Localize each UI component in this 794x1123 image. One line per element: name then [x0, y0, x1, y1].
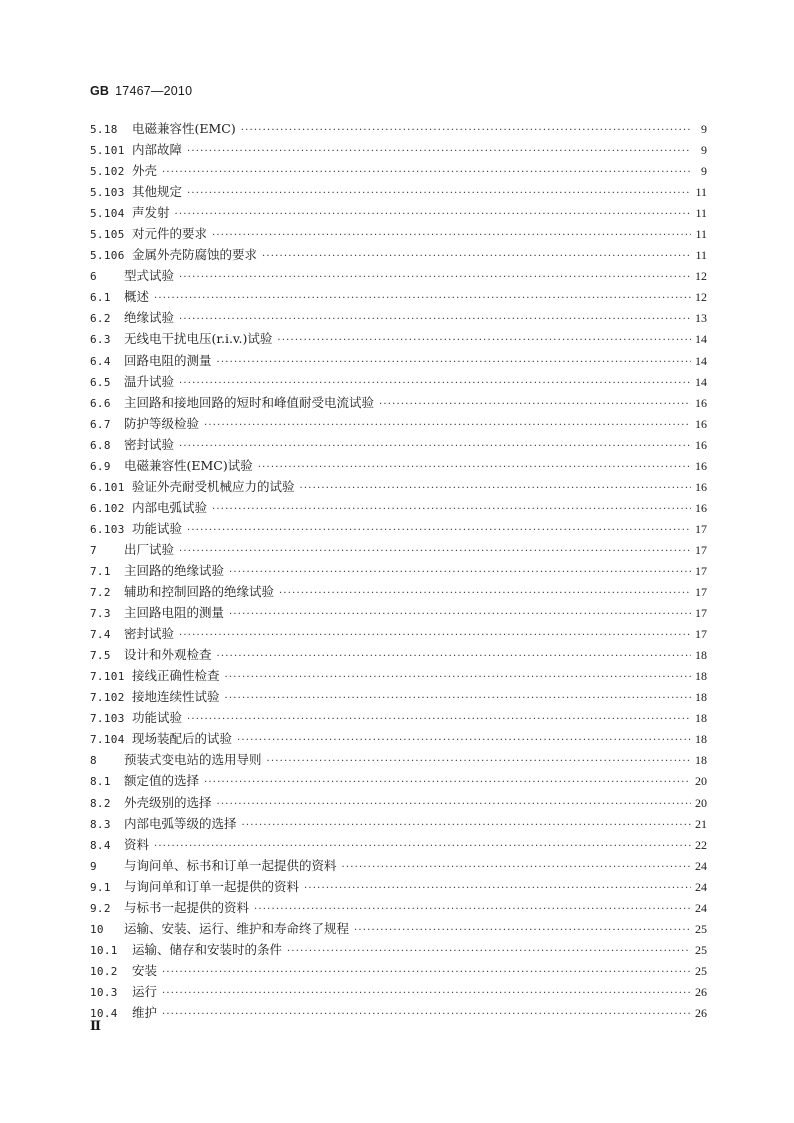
- dot-leader: [222, 667, 691, 688]
- dot-leader: [351, 920, 691, 941]
- toc-entry-page: 17: [695, 542, 707, 557]
- toc-entry-title: 接地连续性试验: [132, 689, 220, 705]
- toc-entry-title: 辅助和控制回路的绝缘试验: [124, 584, 275, 600]
- toc-entry-page: 20: [695, 795, 707, 810]
- toc-entry[interactable]: [90, 1002, 707, 1023]
- toc-entry-title: 内部电弧试验: [132, 499, 208, 515]
- toc-entry-page: 12: [695, 290, 707, 305]
- dot-leader: [159, 983, 691, 1004]
- dot-leader: [274, 330, 691, 351]
- toc-entry-page: 24: [695, 900, 707, 915]
- toc-entry-number: 7.102: [90, 691, 125, 705]
- toc-entry-title: 维护: [132, 1004, 158, 1020]
- toc-entry-number: 6.5: [90, 375, 111, 389]
- dot-leader: [251, 899, 691, 920]
- toc-entry[interactable]: [90, 497, 707, 518]
- toc-entry-title: 预装式变电站的选用导则: [124, 752, 262, 768]
- dot-leader: [234, 730, 691, 751]
- dot-leader: [209, 499, 691, 520]
- toc-entry-number: 8.2: [90, 796, 111, 810]
- toc-entry-title: 与询问单和订单一起提供的资料: [124, 878, 300, 894]
- dot-leader: [184, 520, 691, 541]
- toc-entry-title: 温升试验: [124, 373, 175, 389]
- toc-entry-title: 与标书一起提供的资料: [124, 899, 250, 915]
- toc-entry[interactable]: [90, 623, 707, 644]
- toc-entry-page: 18: [695, 711, 707, 726]
- toc-entry-page: 24: [695, 879, 707, 894]
- toc-entry[interactable]: [90, 602, 707, 623]
- toc-entry-page: 17: [695, 585, 707, 600]
- toc-entry-page: 16: [695, 395, 707, 410]
- toc-entry-number: 6.9: [90, 459, 111, 473]
- toc-entry[interactable]: [90, 286, 707, 307]
- toc-entry-page: 16: [695, 416, 707, 431]
- toc-entry-page: 21: [695, 816, 707, 831]
- toc-entry-page: 18: [695, 732, 707, 747]
- toc-entry-title: 验证外壳耐受机械应力的试验: [132, 478, 295, 494]
- toc-entry-number: 8.4: [90, 838, 111, 852]
- toc-entry-number: 9.2: [90, 901, 111, 915]
- dot-leader: [238, 120, 691, 141]
- toc-entry-number: 6: [90, 270, 97, 284]
- toc-entry[interactable]: [90, 518, 707, 539]
- toc-entry[interactable]: [90, 160, 707, 181]
- toc-entry[interactable]: [90, 939, 707, 960]
- toc-entry[interactable]: [90, 307, 707, 328]
- toc-entry-number: 5.104: [90, 207, 125, 221]
- toc-entry-title: 额定值的选择: [124, 773, 200, 789]
- toc-entry-page: 11: [695, 227, 707, 242]
- toc-entry-title: 无线电干扰电压(r.i.v.)试验: [124, 331, 273, 347]
- dot-leader: [184, 183, 691, 204]
- toc-entry-page: 11: [695, 248, 707, 263]
- toc-entry-number: 7.101: [90, 670, 125, 684]
- dot-leader: [159, 1004, 691, 1025]
- toc-entry-number: 5.18: [90, 123, 118, 136]
- toc-entry-number: 10.4: [90, 1006, 118, 1020]
- toc-entry-page: 16: [695, 500, 707, 515]
- toc-entry-title: 主回路和接地回路的短时和峰值耐受电流试验: [124, 394, 375, 410]
- toc-entry[interactable]: [90, 876, 707, 897]
- toc-entry-number: 5.106: [90, 249, 125, 263]
- toc-entry-page: 25: [695, 921, 707, 936]
- toc-entry-number: 5.105: [90, 228, 125, 242]
- dot-leader: [376, 394, 691, 415]
- toc-entry-number: 6.8: [90, 438, 111, 452]
- toc-entry[interactable]: [90, 118, 707, 139]
- standard-prefix: GB: [90, 84, 110, 98]
- toc-entry-title: 设计和外观检查: [124, 647, 212, 663]
- toc-entry[interactable]: [90, 707, 707, 728]
- toc-entry-title: 外壳级别的选择: [124, 794, 212, 810]
- toc-entry-title: 内部电弧等级的选择: [124, 815, 237, 831]
- toc-entry-title: 出厂试验: [124, 541, 175, 557]
- toc-entry-page: 22: [695, 837, 707, 852]
- toc-entry[interactable]: [90, 244, 707, 265]
- toc-entry[interactable]: [90, 476, 707, 497]
- toc-entry-page: 24: [695, 858, 707, 873]
- toc-entry-page: 16: [695, 437, 707, 452]
- toc-entry-title: 主回路的绝缘试验: [124, 562, 225, 578]
- toc-entry-page: 18: [695, 669, 707, 684]
- toc-entry[interactable]: [90, 918, 707, 939]
- toc-entry[interactable]: [90, 834, 707, 855]
- toc-entry[interactable]: [90, 581, 707, 602]
- dot-leader: [159, 162, 691, 183]
- toc-entry-title: 现场装配后的试验: [132, 731, 233, 747]
- toc-entry-title: 接线正确性检查: [132, 668, 220, 684]
- toc-entry-number: 9.1: [90, 880, 111, 894]
- toc-entry-page: 16: [695, 458, 707, 473]
- toc-entry-title: 主回路电阻的测量: [124, 605, 225, 621]
- toc-entry-title: 其他规定: [132, 184, 183, 200]
- toc-entry-page: 18: [695, 690, 707, 705]
- toc-entry-number: 6.1: [90, 291, 111, 305]
- dot-leader: [184, 709, 691, 730]
- toc-entry-title: 对元件的要求: [132, 226, 208, 242]
- toc-entry-title: 资料: [124, 836, 150, 852]
- toc-entry-title: 内部故障: [132, 142, 183, 158]
- toc-entry-number: 10.3: [90, 985, 118, 999]
- toc-entry[interactable]: [90, 392, 707, 413]
- toc-entry[interactable]: [90, 792, 707, 813]
- toc-entry-title: 概述: [124, 289, 150, 305]
- toc-entry-number: 10.2: [90, 964, 118, 978]
- toc-entry[interactable]: [90, 960, 707, 981]
- dot-leader: [214, 646, 691, 667]
- toc-entry-number: 10.1: [90, 943, 118, 957]
- toc-entry-page: 11: [695, 206, 707, 221]
- toc-entry[interactable]: [90, 770, 707, 791]
- toc-entry[interactable]: [90, 560, 707, 581]
- toc-entry-number: 6.7: [90, 417, 111, 431]
- dot-leader: [339, 857, 691, 878]
- dot-leader: [301, 878, 691, 899]
- toc-entry-number: 7: [90, 543, 97, 557]
- toc-entry-number: 6.103: [90, 522, 125, 536]
- toc-entry[interactable]: [90, 728, 707, 749]
- table-of-contents: [90, 118, 707, 1023]
- toc-entry-page: 9: [701, 164, 707, 179]
- dot-leader: [184, 141, 691, 162]
- toc-entry[interactable]: [90, 665, 707, 686]
- toc-entry-page: 16: [695, 479, 707, 494]
- dot-leader: [201, 415, 691, 436]
- toc-entry[interactable]: [90, 328, 707, 349]
- toc-entry-number: 5.101: [90, 144, 125, 158]
- standard-number: 17467—2010: [115, 84, 193, 98]
- toc-entry[interactable]: [90, 686, 707, 707]
- toc-entry-number: 6.101: [90, 480, 125, 494]
- toc-entry-page: 20: [695, 774, 707, 789]
- toc-entry-title: 电磁兼容性(EMC): [132, 121, 236, 136]
- toc-entry-number: 6.6: [90, 396, 111, 410]
- toc-entry-page: 14: [695, 353, 707, 368]
- toc-entry[interactable]: [90, 371, 707, 392]
- toc-entry-title: 运行: [132, 983, 158, 999]
- toc-entry-page: 26: [695, 984, 707, 999]
- toc-entry[interactable]: [90, 749, 707, 770]
- toc-entry-title: 密封试验: [124, 436, 175, 452]
- toc-entry-page: 25: [695, 963, 707, 978]
- toc-entry-page: 9: [701, 122, 707, 136]
- toc-entry-title: 型式试验: [124, 268, 175, 284]
- toc-entry-title: 电磁兼容性(EMC)试验: [124, 457, 253, 473]
- toc-entry[interactable]: [90, 539, 707, 560]
- toc-entry-title: 运输、储存和安装时的条件: [132, 941, 283, 957]
- dot-leader: [222, 688, 691, 709]
- dot-leader: [172, 204, 691, 225]
- dot-leader: [176, 373, 691, 394]
- toc-entry-number: 7.2: [90, 586, 111, 600]
- dot-leader: [176, 309, 691, 330]
- toc-entry-title: 功能试验: [132, 710, 183, 726]
- toc-entry-page: 17: [695, 521, 707, 536]
- toc-entry-page: 26: [695, 1005, 707, 1020]
- toc-entry[interactable]: [90, 202, 707, 223]
- toc-entry-title: 绝缘试验: [124, 310, 175, 326]
- toc-entry-number: 8.3: [90, 817, 111, 831]
- toc-entry-page: 17: [695, 627, 707, 642]
- toc-entry-title: 外壳: [132, 163, 158, 179]
- dot-leader: [264, 751, 691, 772]
- dot-leader: [151, 288, 691, 309]
- toc-entry-title: 防护等级检验: [124, 415, 200, 431]
- toc-entry[interactable]: [90, 813, 707, 834]
- toc-entry[interactable]: [90, 350, 707, 371]
- dot-leader: [214, 794, 691, 815]
- toc-entry-page: 17: [695, 563, 707, 578]
- toc-entry-number: 6.102: [90, 501, 125, 515]
- toc-entry[interactable]: [90, 897, 707, 918]
- dot-leader: [259, 246, 691, 267]
- dot-leader: [239, 815, 691, 836]
- dot-leader: [276, 583, 691, 604]
- dot-leader: [209, 225, 691, 246]
- dot-leader: [176, 267, 691, 288]
- toc-entry-page: 17: [695, 606, 707, 621]
- toc-entry-page: 14: [695, 374, 707, 389]
- toc-entry-number: 9: [90, 859, 97, 873]
- toc-entry-title: 回路电阻的测量: [124, 352, 212, 368]
- toc-entry-number: 7.4: [90, 628, 111, 642]
- toc-entry-number: 10: [90, 922, 104, 936]
- toc-entry-number: 7.104: [90, 733, 125, 747]
- toc-entry-number: 8.1: [90, 775, 111, 789]
- toc-entry-title: 金属外壳防腐蚀的要求: [132, 247, 258, 263]
- toc-entry-title: 声发射: [132, 205, 170, 221]
- toc-entry[interactable]: [90, 644, 707, 665]
- toc-entry-number: 7.5: [90, 649, 111, 663]
- dot-leader: [151, 836, 691, 857]
- document-header: [90, 84, 192, 98]
- dot-leader: [176, 625, 691, 646]
- toc-entry-title: 运输、安装、运行、维护和寿命终了规程: [124, 920, 350, 936]
- toc-entry-number: 6.2: [90, 312, 111, 326]
- toc-entry-number: 7.1: [90, 564, 111, 578]
- dot-leader: [176, 436, 691, 457]
- toc-entry[interactable]: [90, 434, 707, 455]
- page-numeral: Ⅱ: [90, 1018, 100, 1033]
- dot-leader: [176, 541, 691, 562]
- toc-entry-title: 功能试验: [132, 520, 183, 536]
- toc-entry-page: 25: [695, 942, 707, 957]
- toc-entry[interactable]: [90, 223, 707, 244]
- toc-entry-number: 7.3: [90, 607, 111, 621]
- dot-leader: [255, 457, 691, 478]
- toc-entry-page: 14: [695, 332, 707, 347]
- toc-entry[interactable]: [90, 181, 707, 202]
- toc-entry-number: 6.3: [90, 333, 111, 347]
- dot-leader: [284, 941, 691, 962]
- toc-entry-number: 6.4: [90, 354, 111, 368]
- toc-entry-number: 8: [90, 754, 97, 768]
- toc-entry-page: 11: [695, 185, 707, 200]
- toc-entry-page: 18: [695, 753, 707, 768]
- toc-entry[interactable]: [90, 455, 707, 476]
- toc-entry-title: 与询问单、标书和订单一起提供的资料: [124, 857, 337, 873]
- dot-leader: [226, 604, 691, 625]
- dot-leader: [159, 962, 691, 983]
- toc-entry-title: 密封试验: [124, 626, 175, 642]
- toc-entry-number: 7.103: [90, 712, 125, 726]
- dot-leader: [297, 478, 691, 499]
- toc-entry[interactable]: [90, 413, 707, 434]
- toc-entry[interactable]: [90, 265, 707, 286]
- toc-entry-page: 12: [695, 269, 707, 284]
- toc-entry-page: 13: [695, 311, 707, 326]
- toc-entry-number: 5.102: [90, 165, 125, 179]
- dot-leader: [201, 772, 691, 793]
- dot-leader: [226, 562, 691, 583]
- toc-entry-number: 5.103: [90, 186, 125, 200]
- toc-entry-page: 9: [701, 143, 707, 158]
- toc-entry[interactable]: [90, 855, 707, 876]
- toc-entry[interactable]: [90, 139, 707, 160]
- dot-leader: [214, 352, 691, 373]
- toc-entry[interactable]: [90, 981, 707, 1002]
- toc-entry-title: 安装: [132, 962, 158, 978]
- toc-entry-page: 18: [695, 648, 707, 663]
